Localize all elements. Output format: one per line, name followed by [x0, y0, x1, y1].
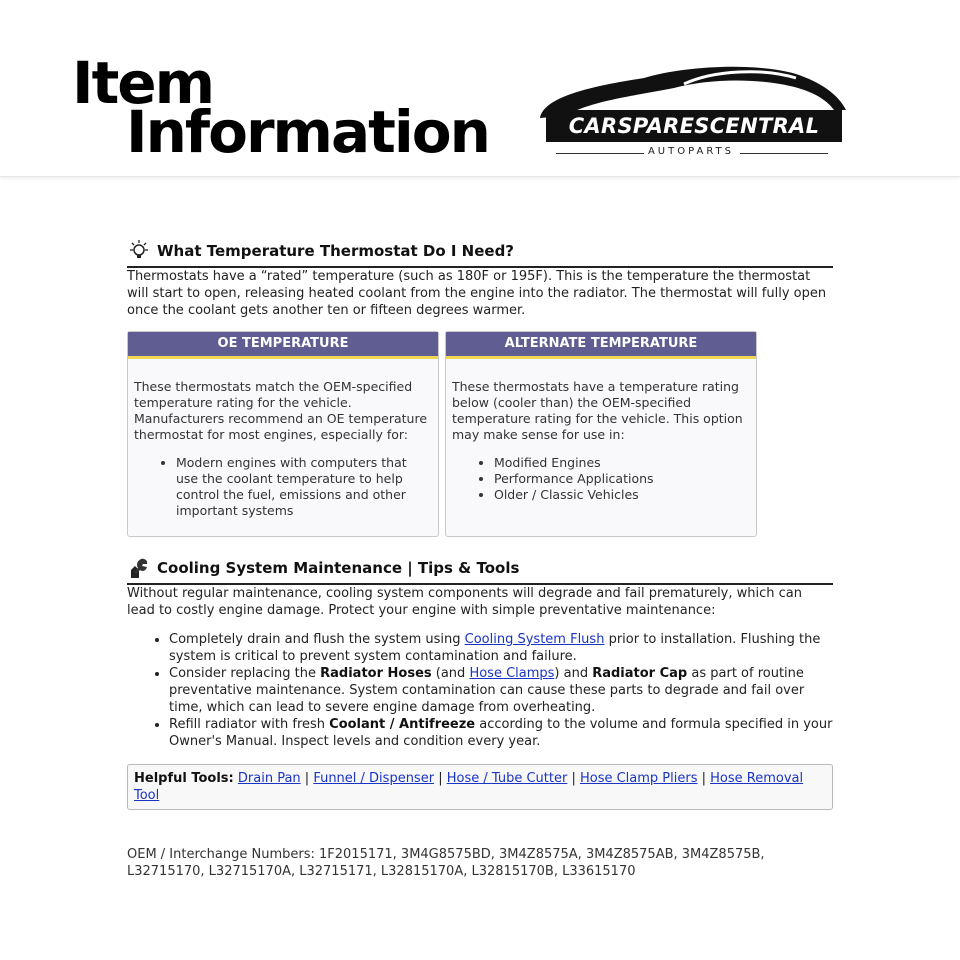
item-content — [127, 236, 833, 893]
oe-temperature-list — [134, 455, 432, 519]
wrench-icon — [127, 556, 151, 580]
tools-separator: | — [567, 771, 580, 786]
tip-text: (and — [431, 666, 470, 681]
section-maintenance-title: Cooling System Maintenance | Tips & Tools — [157, 559, 520, 577]
helpful-tools-label: Helpful Tools: — [134, 771, 234, 786]
hose-clamps-link[interactable]: Hose Clamps — [469, 666, 555, 681]
hose-clamp-pliers-link[interactable]: Hose Clamp Pliers — [579, 771, 698, 786]
page-header — [0, 0, 960, 177]
oe-temperature-card — [127, 331, 439, 537]
title-line-2: Information — [126, 98, 489, 166]
tip-text: Refill radiator with fresh — [169, 717, 330, 732]
hose-removal-tool-link[interactable]: Hose Removal Tool — [134, 771, 804, 803]
drain-pan-link[interactable]: Drain Pan — [237, 771, 301, 786]
tip-text: Completely drain and flush the system using — [169, 632, 465, 647]
section-thermostat-title: What Temperature Thermostat Do I Need? — [157, 242, 515, 260]
tip-text: prior to installation. Flushing the system is critical to prevent system contamination and failure. — [169, 632, 821, 664]
helpful-tools-box — [127, 764, 833, 810]
brand-logo — [534, 60, 848, 164]
tools-separator: | — [697, 771, 711, 786]
temperature-cards — [127, 331, 833, 537]
coolant-label: Coolant / Antifreeze — [329, 717, 476, 732]
logo-rule-right — [740, 153, 828, 154]
list-item: • Modern engines with computers that use the coolant temperature to help control the fuel, emissions and other important systems — [176, 455, 432, 519]
tip-text: as part of routine preventative maintenance. System contamination can cause these parts to degrade and fail over time, which can lead to severe engine damage from overheating. — [169, 666, 805, 715]
list-item: • Older / Classic Vehicles — [494, 487, 750, 503]
tip-coolant — [169, 716, 833, 750]
tip-text: according to the volume and formula specified in your Owner's Manual. Inspect levels and condition every year. — [169, 717, 833, 749]
funnel-dispenser-link[interactable]: Funnel / Dispenser — [313, 771, 435, 786]
logo-subtitle: AUTOPARTS — [647, 146, 735, 157]
alternate-temperature-text: These thermostats have a temperature rating below (cooler than) the OEM-specified temperature rating for the vehicle. This option may make sense for use in: — [452, 379, 743, 442]
section-maintenance-heading — [127, 553, 833, 585]
oe-temperature-text: These thermostats match the OEM-specified temperature rating for the vehicle. Manufacturers recommend an OE temperature thermostat for most engines, especially for: — [134, 379, 428, 442]
tip-flush — [169, 631, 833, 665]
tip-hoses — [169, 665, 833, 716]
title-line-1: Item — [72, 49, 214, 117]
thermostat-intro: Thermostats have a “rated” temperature (such as 180F or 195F). This is the temperature the thermostat will start to open, releasing heated coolant from the engine into the radiator. The thermostat will fully open once the coolant gets another ten or fifteen degrees warmer. — [127, 269, 827, 318]
hose-tube-cutter-link[interactable]: Hose / Tube Cutter — [446, 771, 568, 786]
alternate-temperature-card — [445, 331, 757, 537]
tools-separator: | — [434, 771, 447, 786]
radiator-hoses-label: Radiator Hoses — [320, 666, 432, 681]
alternate-temperature-title: ALTERNATE TEMPERATURE — [446, 332, 756, 359]
list-item: • Modified Engines — [494, 455, 750, 471]
section-thermostat-heading — [127, 236, 833, 268]
tip-text: ) and — [554, 666, 593, 681]
oe-temperature-title: OE TEMPERATURE — [128, 332, 438, 359]
maintenance-intro: Without regular maintenance, cooling system components will degrade and fail prematurely, which can lead to costly engine damage. Protect your engine with simple preventative maintenance: — [127, 586, 802, 618]
cooling-system-flush-link[interactable]: Cooling System Flush — [464, 632, 605, 647]
list-item: • Performance Applications — [494, 471, 750, 487]
maintenance-tips-list — [127, 631, 833, 750]
tip-text: Consider replacing the — [169, 666, 321, 681]
oem-interchange-numbers: OEM / Interchange Numbers: 1F2015171, 3M4G8575BD, 3M4Z8575A, 3M4Z8575AB, 3M4Z8575B, L32715170, L32715170A, L32715171, L32815170A, L32815170B, L33615170 — [127, 847, 765, 879]
tools-separator: | — [300, 771, 314, 786]
logo-wordmark: CARSPARESCENTRAL — [546, 110, 842, 142]
lightbulb-icon — [127, 239, 151, 263]
radiator-cap-label: Radiator Cap — [592, 666, 688, 681]
alternate-temperature-list — [452, 455, 750, 503]
